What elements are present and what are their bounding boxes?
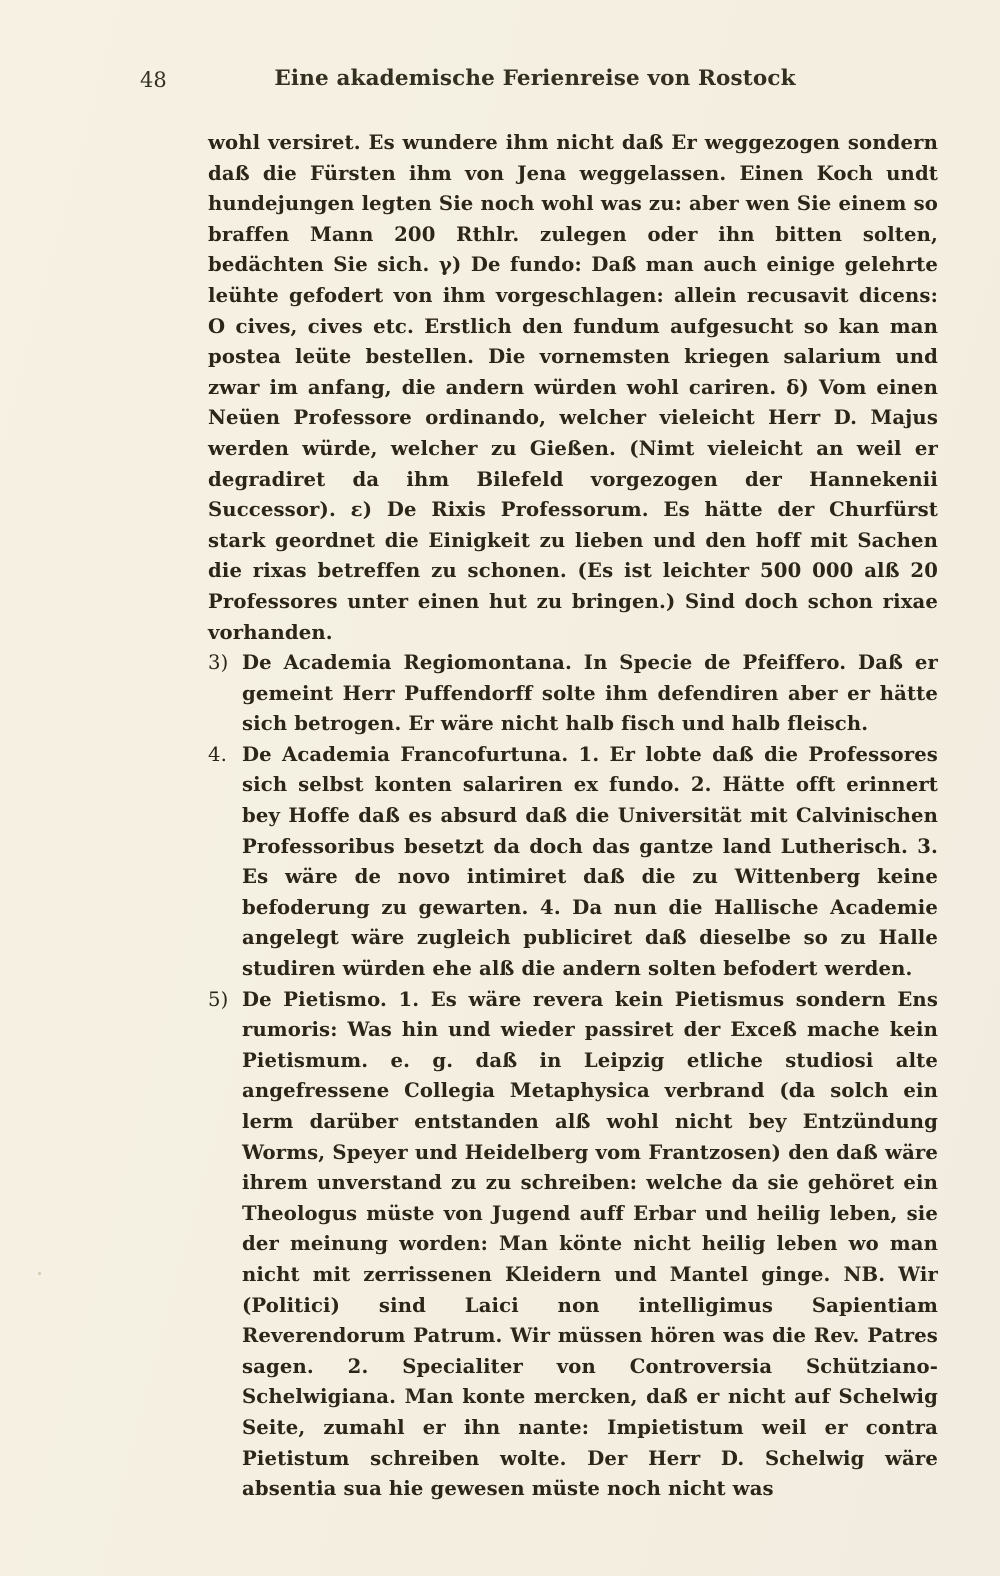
body-text [208,128,938,1505]
paragraph-text: De Academia Regiomontana. In Specie de Pfeiffero. Daß er gemeint Herr Puffendorff solte ihm defendiren aber er hätte sich betrogen. Er wäre nicht halb fisch und halb fleisch. [242,651,938,736]
paper-speck [38,1272,41,1275]
list-marker: 3) [208,651,229,675]
paragraph-text: De Academia Francofurtuna. 1. Er lobte daß die Professores sich selbst konten salariren ex fundo. 2. Hätte offt erinnert bey Hoffe daß es absurd daß die Universität mit Calvinischen Professoribus besetzt da doch das gantze land Lutherisch. 3. Es wäre de novo intimiret daß die zu Wittenberg keine befoderung zu gewarten. 4. Da nun die Hallische Academie angelegt wäre zugleich publiciret daß dieselbe so zu Halle studiren würden ehe alß die andern solten befodert werden. [242,742,938,981]
paragraph-text: De Pietismo. 1. Es wäre revera kein Pietismus sondern Ens rumoris: Was hin und wieder passiret der Exceß mache kein Pietismum. e. g. daß in Leipzig etliche studiosi alte angefressene Collegia Metaphysica verbrand (da solch ein lerm darüber entstanden alß wohl nicht bey Entzündung Worms, Speyer und Heidelberg vom Frantzosen) den daß wäre ihrem unverstand zu zu schreiben: welche da sie gehöret ein Theologus müste von Jugend auff Erbar und heilig leben, sie der meinung worden: Man könte nicht heilig leben wo man nicht mit zerrissenen Kleidern und Mantel ginge. NB. Wir (Politici) sind Laici non intelligimus Sapientiam Reverendorum Patrum. Wir müssen hören was die Rev. Patres sagen. 2. Specialiter von Controversia Schützianо-Schelwigiana. Man konte mercken, daß er nicht auf Schelwig Seite, zumahl er ihn nante: Impietistum weil er contra Pietistum schreiben wolte. Der Herr D. Schelwig wäre absentia sua hie gewesen müste noch nicht was [242,987,938,1501]
folio-number: 48 [140,68,167,92]
paragraph-text: wohl versiret. Es wundere ihm nicht daß Er weggezogen sondern daß die Fürsten ihm von Jena weggelassen. Einen Koch undt hundejungen legten Sie noch wohl was zu: aber wen Sie einem so braffen Mann 200 Rthlr. zulegen oder ihn bitten solten, bedächten Sie sich. γ) De fundo: Daß man auch einige gelehrte leühte gefodert von ihm vorgeschlagen: allein recusavit dicens: O cives, cives etc. Erstlich den fundum aufgesucht so kan man postea leüte bestellen. Die vornemsten kriegen salarium und zwar im anfang, die andern würden wohl cariren. δ) Vom einen Neüen Professore ordinando, welcher vieleicht Herr D. Majus werden würde, welcher zu Gießen. (Nimt vieleicht an weil er degradiret da ihm Bilefeld vorgezogen der Hannekenii Successor). ε) De Rixis Professorum. Es hätte der Churfürst stark geordnet die Einigkeit zu lieben und den hoff mit Sachen die rixas betreffen zu schonen. (Es ist leichter 500 000 alß 20 Professores unter einen hut zu bringen.) Sind doch schon rixae vorhanden. [208,131,938,644]
page-header [140,66,930,100]
list-marker: 5) [208,987,229,1011]
paragraph-continued [208,128,938,648]
paragraph-item-5 [208,985,938,1505]
running-title: Eine akademische Ferienreise von Rostock [274,66,796,91]
paragraph-item-4 [208,740,938,985]
list-marker: 4. [208,742,228,766]
paragraph-item-3 [208,648,938,740]
